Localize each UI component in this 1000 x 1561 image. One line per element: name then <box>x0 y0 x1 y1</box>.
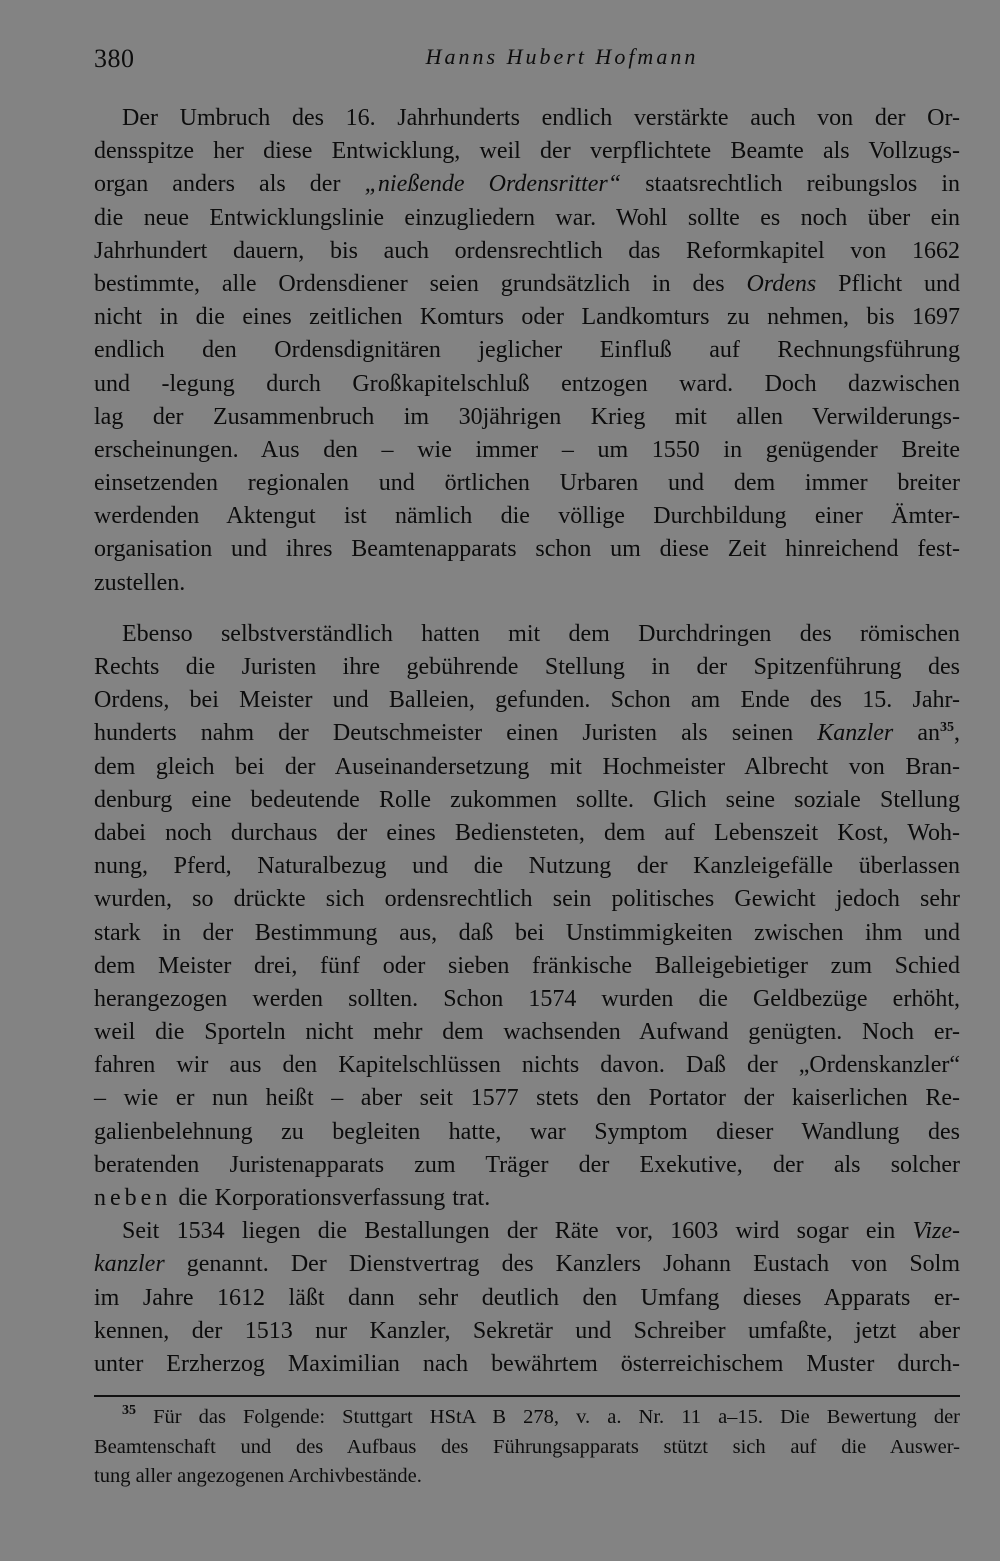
running-head: Hanns Hubert Hofmann <box>425 44 699 69</box>
text-line <box>94 268 960 301</box>
emphasis-term: „nießende Ordensritter“ <box>364 171 622 198</box>
page-header <box>94 40 960 80</box>
text-run: staatsrechtlich reibungslos in <box>621 171 960 198</box>
paragraph-1 <box>94 102 960 600</box>
page-number: 380 <box>94 44 135 73</box>
footnote-line: tung aller angezogenen Archivbestände. <box>94 1465 422 1488</box>
text-line: organisation und ihres Beamtenapparats schon um diese Zeit hinreichend fest- <box>94 536 960 563</box>
text-line: galienbelehnung zu begleiten hatte, war Symptom dieser Wandlung des <box>94 1118 960 1145</box>
text-line: beratenden Juristenapparats zum Träger der Exekutive, der als solcher <box>94 1151 960 1178</box>
text-line: werdenden Aktengut ist nämlich die völlige Durchbildung einer Ämter- <box>94 503 960 530</box>
text-line: die neue Entwicklungslinie einzugliedern war. Wohl sollte es noch über ein <box>94 204 960 231</box>
emphasis-term: Ordens <box>746 270 817 297</box>
text-run: Für das Folgende: Stuttgart HStA B 278, v. a. Nr. 11 a–15. Die Bewertung der <box>153 1406 960 1429</box>
body-text <box>94 102 960 1381</box>
footnote-divider <box>94 1395 960 1397</box>
text-line: Der Umbruch des 16. Jahrhunderts endlich verstärkte auch von der Or- <box>122 105 960 131</box>
text-run: Seit 1534 liegen die Bestallungen der Räte vor, 1603 wird sogar ein <box>122 1218 913 1245</box>
text-line <box>94 1248 960 1281</box>
text-line <box>94 717 960 750</box>
footnote-line <box>94 1403 960 1433</box>
text-line: nung, Pferd, Naturalbezug und die Nutzung der Kanzleigefälle überlassen <box>94 853 960 880</box>
text-line: Ebenso selbstverständlich hatten mit dem Durchdringen des römischen <box>122 620 960 647</box>
text-line: weil die Sporteln nicht mehr dem wachsenden Aufwand genügten. Noch er- <box>94 1019 960 1046</box>
text-line: stark in der Bestimmung aus, daß bei Unstimmigkeiten zwischen ihm und <box>94 919 960 946</box>
text-run: Pflicht und <box>816 270 961 297</box>
book-page <box>94 40 960 1492</box>
emphasis-term: Vize- <box>912 1218 960 1245</box>
emphasis-term: Kanzler <box>817 720 894 747</box>
paragraph-3 <box>94 1215 960 1381</box>
text-line <box>94 168 960 201</box>
paragraph-spacer <box>94 600 960 618</box>
text-line: dabei noch durchaus der eines Bediensteten, dem auf Lebenszeit Kost, Woh- <box>94 819 960 846</box>
text-line: unter Erzherzog Maximilian nach bewährtem österreichischem Muster durch- <box>94 1350 960 1377</box>
text-line: Ordens, bei Meister und Balleien, gefunden. Schon am Ende des 15. Jahr- <box>94 687 960 714</box>
text-run: bestimmte, alle Ordensdiener seien grundsätzlich in des <box>94 270 747 297</box>
emphasis-term: kanzler <box>94 1251 165 1278</box>
footnote <box>94 1403 960 1492</box>
text-run: organ anders als der <box>94 171 365 198</box>
text-line: im Jahre 1612 läßt dann sehr deutlich den Umfang dieses Apparats er- <box>94 1284 960 1311</box>
text-line <box>94 1182 960 1215</box>
spaced-emphasis: neben <box>94 1185 172 1211</box>
text-line <box>94 1215 960 1248</box>
footnote-number: 35 <box>122 1403 136 1419</box>
text-run: an <box>893 720 940 747</box>
text-line: densspitze her diese Entwicklung, weil der verpflichtete Beamte als Vollzugs- <box>94 138 960 165</box>
text-run: die Korporationsverfassung trat. <box>171 1185 491 1211</box>
text-line: erscheinungen. Aus den – wie immer – um 1550 in genügender Breite <box>94 436 960 463</box>
footnote-reference[interactable]: 35 <box>940 720 954 736</box>
text-line: dem gleich bei der Auseinandersetzung mit Hochmeister Albrecht von Bran- <box>94 753 960 780</box>
text-line: denburg eine bedeutende Rolle zukommen sollte. Glich seine soziale Stellung <box>94 786 960 813</box>
text-line: kennen, der 1513 nur Kanzler, Sekretär und Schreiber umfaßte, jetzt aber <box>94 1317 960 1344</box>
text-line: lag der Zusammenbruch im 30jährigen Krieg mit allen Verwilderungs- <box>94 403 960 430</box>
text-line: dem Meister drei, fünf oder sieben fränkische Balleigebietiger zum Schied <box>94 952 960 979</box>
text-run: genannt. Der Dienstvertrag des Kanzlers Johann Eustach von Solm <box>164 1251 960 1278</box>
text-line: herangezogen werden sollten. Schon 1574 wurden die Geldbezüge erhöht, <box>94 985 960 1012</box>
text-run: hunderts nahm der Deutschmeister einen Juristen als seinen <box>94 720 818 747</box>
paragraph-2 <box>94 618 960 1215</box>
text-line: einsetzenden regionalen und örtlichen Urbaren und dem immer breiter <box>94 470 960 497</box>
text-line: zustellen. <box>94 569 186 596</box>
text-line: nicht in die eines zeitlichen Komturs oder Landkomturs zu nehmen, bis 1697 <box>94 304 960 331</box>
text-line: Jahrhundert dauern, bis auch ordensrechtlich das Reformkapitel von 1662 <box>94 237 960 264</box>
text-line: – wie er nun heißt – aber seit 1577 stets den Portator der kaiserlichen Re- <box>94 1085 960 1112</box>
text-line: wurden, so drückte sich ordensrechtlich sein politisches Gewicht jedoch sehr <box>94 886 960 913</box>
footnote-line: Beamtenschaft und des Aufbaus des Führungsapparats stützt sich auf die Auswer- <box>94 1435 960 1458</box>
text-line: fahren wir aus den Kapitelschlüssen nichts davon. Daß der „Ordenskanzler“ <box>94 1052 960 1079</box>
text-run: , <box>954 720 960 747</box>
text-line: Rechts die Juristen ihre gebührende Stellung in der Spitzenführung des <box>94 654 960 680</box>
text-line: endlich den Ordensdignitären jeglicher Einfluß auf Rechnungsführung <box>94 337 960 364</box>
text-line: und -legung durch Großkapitelschluß entzogen ward. Doch dazwischen <box>94 370 960 397</box>
